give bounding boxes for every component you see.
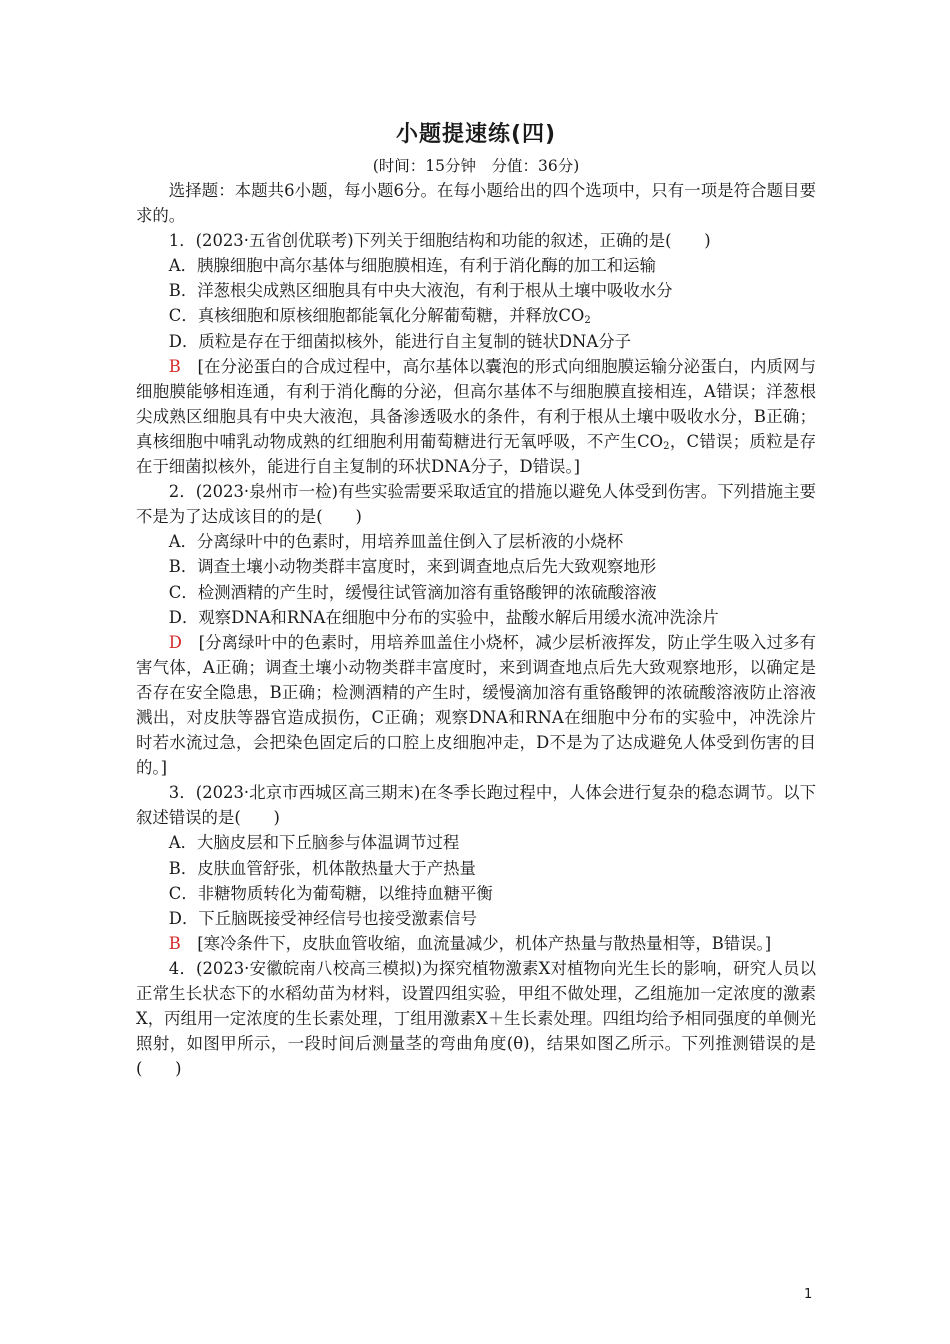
- option-c-text: C．真核细胞和原核细胞都能氧化分解葡萄糖，并释放CO: [168, 306, 585, 326]
- answer-letter: B: [168, 933, 181, 953]
- answer-explanation: [136, 354, 816, 479]
- question-stem: 1．(2023·五省创优联考)下列关于细胞结构和功能的叙述，正确的是( ): [168, 231, 711, 251]
- option-c: C．检测酒精的产生时，缓慢往试管滴加溶有重铬酸钾的浓硫酸溶液: [168, 582, 657, 602]
- explanation-text-cont: ，C错误；质粒是存在于细菌拟核外，能进行自主复制的环状DNA分子，D错误。]: [136, 431, 816, 477]
- document-page: [136, 118, 816, 1081]
- explanation-text: [分离绿叶中的色素时，用培养皿盖住小烧杯，减少层析液挥发，防止学生吸入过多有害气体，A正确；调查土壤小动物类群丰富度时，来到调查地点后先大致观察地形，以确定是否存在安全隐患，B正确；检测酒精的产生时，缓慢滴加溶有重铬酸钾的浓硫酸溶液防止溶液溅出，对皮肤等器官造成损伤，C正确；观察DNA和RNA在细胞中分布的实验中，冲洗涂片时若水流过急，会把染色固定后的口腔上皮细胞冲走，D不是为了达成避免人体受到伤害的目的。]: [136, 632, 816, 778]
- option-b: B．调查土壤小动物类群丰富度时，来到调查地点后先大致观察地形: [168, 557, 657, 577]
- option-a: A．大脑皮层和下丘脑参与体温调节过程: [168, 833, 460, 853]
- option-d: D．观察DNA和RNA在细胞中分布的实验中，盐酸水解后用缓水流冲洗涂片: [168, 607, 719, 627]
- subscript: 2: [663, 440, 670, 452]
- option-a: A．胰腺细胞中高尔基体与细胞膜相连，有利于消化酶的加工和运输: [168, 256, 656, 276]
- answer-explanation: [136, 931, 816, 956]
- answer-letter: D: [168, 632, 182, 652]
- option-c: [136, 303, 816, 328]
- page-title: 小题提速练(四): [395, 122, 557, 147]
- time-score-info: (时间：15分钟 分值：36分): [372, 157, 580, 175]
- subscript: 2: [584, 315, 591, 327]
- option-b: B．皮肤血管舒张，机体散热量大于产热量: [168, 858, 476, 878]
- option-a: A．分离绿叶中的色素时，用培养皿盖住倒入了层析液的小烧杯: [168, 532, 624, 552]
- question-4: [136, 956, 816, 1081]
- option-b: B．洋葱根尖成熟区细胞具有中央大液泡，有利于根从土壤中吸收水分: [168, 281, 673, 301]
- explanation-text: [在分泌蛋白的合成过程中，高尔基体以囊泡的形式向细胞膜运输分泌蛋白，内质网与细胞膜能够相连通，有利于消化酶的分泌，但高尔基体不与细胞膜直接相连，A错误；洋葱根尖成熟区细胞具有中央大液泡，具备渗透吸水的条件，有利于根从土壤中吸收水分，B正确；真核细胞中哺乳动物成熟的红细胞利用葡萄糖进行无氧呼吸，不产生CO: [136, 356, 816, 451]
- question-stem: 2．(2023·泉州市一检)有些实验需要采取适宜的措施以避免人体受到伤害。下列措施主要不是为了达成该目的的是( ): [136, 482, 816, 527]
- option-d: D．质粒是存在于细菌拟核外，能进行自主复制的链状DNA分子: [168, 331, 632, 351]
- section-instruction: 选择题：本题共6小题，每小题6分。在每小题给出的四个选项中，只有一项是符合题目要求的。: [136, 181, 816, 226]
- option-c: C．非糖物质转化为葡萄糖，以维持血糖平衡: [168, 883, 493, 903]
- answer-letter: B: [168, 356, 181, 376]
- explanation-text: [寒冷条件下，皮肤血管收缩，血流量减少，机体产热量与散热量相等，B错误。]: [180, 933, 772, 953]
- question-2: [136, 479, 816, 780]
- option-d: D．下丘脑既接受神经信号也接受激素信号: [168, 908, 477, 928]
- answer-explanation: [136, 630, 816, 781]
- question-stem: 3．(2023·北京市西城区高三期末)在冬季长跑过程中，人体会进行复杂的稳态调节。以下叙述错误的是( ): [136, 783, 816, 828]
- question-1: [136, 228, 816, 479]
- page-number: 1: [804, 1287, 813, 1302]
- question-stem: 4．(2023·安徽皖南八校高三模拟)为探究植物激素X对植物向光生长的影响，研究人员以正常生长状态下的水稻幼苗为材料，设置四组实验，甲组不做处理，乙组施加一定浓度的激素X，丙组用一定浓度的生长素处理，丁组用激素X＋生长素处理。四组均给予相同强度的单侧光照射，如图甲所示，一段时间后测量茎的弯曲角度(θ)，结果如图乙所示。下列推测错误的是( ): [136, 958, 816, 1079]
- question-3: [136, 780, 816, 956]
